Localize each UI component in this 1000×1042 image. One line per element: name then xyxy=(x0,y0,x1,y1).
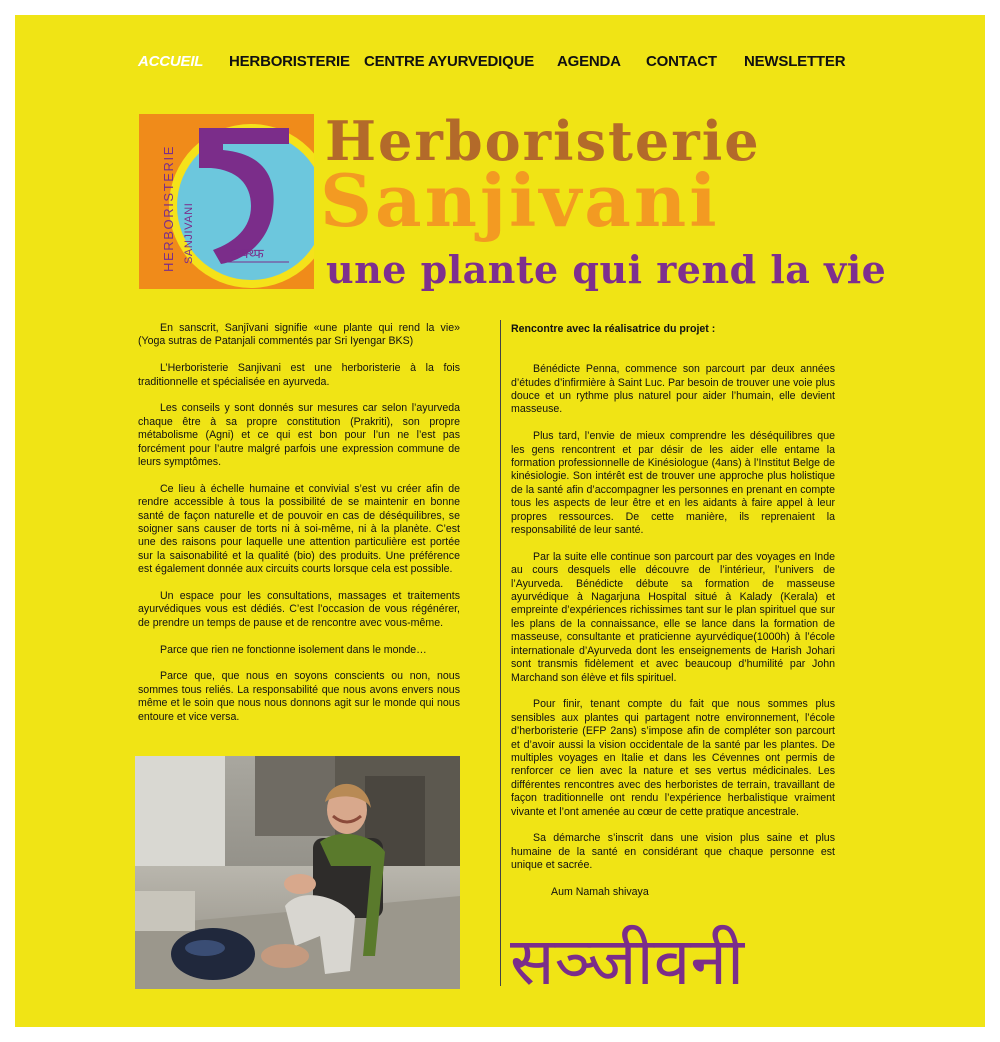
left-paragraph: Parce que, que nous en soyons conscients ou non, nous sommes tous reliés. La responsabilité que nous avons envers nous même et le soin que nous nous donnons agit sur le monde qui nous entoure et vice versa. xyxy=(138,670,460,723)
right-column xyxy=(511,323,835,899)
logo-script-text: ब्थ्फ्थ्फ xyxy=(231,247,264,262)
right-paragraph: Pour finir, tenant compte du fait que nous sommes plus sensibles aux plantes qui partagent notre environnement, l’école d’herboristerie (EFP 2ans) s’impose afin de compléter son parcourt et d’avoir aussi la vision occidentale de la santé par les plantes. De multiples voyages en Italie et dans les Cévennes ont permis de renforcer ce lien avec la nature et ses vertus médicinales. Les différentes rencontres avec des herboristes de terrain, travaillant de façon traditionnelle ont rendu l’expérience herbalistique vraiment vivante et l’ont amenée au cœur de cette pratique ancestrale. xyxy=(511,698,835,818)
column-divider xyxy=(500,320,501,986)
right-paragraph: Sa démarche s’inscrit dans une vision plus saine et plus humaine de la santé en considérant que chaque personne est unique et sacrée. xyxy=(511,832,835,872)
nav-item-centre-ayurvedique[interactable]: CENTRE AYURVEDIQUE xyxy=(364,53,535,70)
nav-item-contact[interactable]: CONTACT xyxy=(646,53,717,70)
right-paragraph: Bénédicte Penna, commence son parcourt par deux années d’études d’infirmière à Saint Luc. Par besoin de trouver une voie plus douce et un rythme plus naturel pour aider l’humain, elle devient masseuse. xyxy=(511,363,835,416)
title-sanjivani: Sanjivani xyxy=(320,158,720,243)
logo-graphic xyxy=(139,114,314,289)
left-paragraph: Ce lieu à échelle humaine et convivial s’est vu créer afin de rendre accessible à tous la possibilité de se maintenir en bonne santé de façon naturelle et de pouvoir en cas de déséquilibres, se soigner sans causer de torts ni à soi-même, ni à la planète. C’est une des raisons pour laquelle une attention particulière est portée sur la saisonabilité et la qualité (bio) des produits. Une préférence est également donnée aux circuits courts lorsque cela est possible. xyxy=(138,482,460,576)
left-paragraph: Parce que rien ne fonctionne isolement dans le monde… xyxy=(160,643,427,656)
right-paragraph: Par la suite elle continue son parcourt par des voyages en Inde au cours desquels elle découvre de l’intérieur, l’univers de l’Ayurveda. Bénédicte débute sa formation de masseuse ayurvédique à Nagarjuna Hospital situé à Kalady (Kerala) et empreinte d’expériences richissimes tant sur le plan spirituel que sur les plans de la connaissance, elle se lance dans la formation de masseuse, consultante et praticienne ayurvédique(1000h) à l’école internationale d’Ayurveda dont les enseignements de Harish Johari sont transmis fidèlement et avec beaucoup d’humilité par John Marchand son élève et fils spirituel. xyxy=(511,550,835,684)
left-paragraph: Les conseils y sont donnés sur mesures car selon l’ayurveda chaque être à sa propre constitution (Prakriti), son propre métabolisme (Agni) et ce qui est bon pour l’un ne l’est pas forcément pour l’autre malgré parfois une expression commune de leurs symptômes. xyxy=(138,402,460,469)
left-paragraph: En sanscrit, Sanjîvani signifie «une plante qui rend la vie» (Yoga sutras de Patanjali commentés par Sri Iyengar BKS) xyxy=(138,322,460,348)
nav-item-herboristerie[interactable]: HERBORISTERIE xyxy=(229,53,350,70)
devanagari-sanjivani: सञ्जीवनी xyxy=(510,923,745,1000)
title-herboristerie: Herboristerie xyxy=(325,109,761,173)
left-paragraph: L’Herboristerie Sanjivani est une herboristerie à la fois traditionnelle et spécialisée en ayurveda. xyxy=(138,362,460,388)
right-column-heading: Rencontre avec la réalisatrice du projet : xyxy=(511,323,716,335)
photo-illustration xyxy=(135,756,460,989)
logo xyxy=(139,114,314,289)
logo-vertical-text-2: SANJIVANI xyxy=(183,202,195,264)
portrait-photo xyxy=(135,756,460,989)
subtitle: une plante qui rend la vie xyxy=(326,247,887,292)
logo-vertical-text-1: HERBORISTERIE xyxy=(161,145,176,272)
right-paragraph: Plus tard, l’envie de mieux comprendre les déséquilibres que les gens rencontrent et par désir de les aider elle entame la formation professionnelle de Kinésiologue (4ans) à l’Institut Belge de kinésiologie. Son intérêt est de trouver une approche plus holistique de la santé afin d’accompagner les personnes en prenant en compte tous les aspects de leur être et en les aidants à faire appel à leur propres ressources. De cette manière, ils reprenaient la responsabilité de leur santé. xyxy=(511,430,835,537)
signature: Aum Namah shivaya xyxy=(551,885,649,898)
left-column xyxy=(138,322,460,737)
page-canvas xyxy=(15,15,985,1027)
nav-item-accueil[interactable]: ACCUEIL xyxy=(138,53,204,70)
nav-item-agenda[interactable]: AGENDA xyxy=(557,53,621,70)
left-paragraph: Un espace pour les consultations, massages et traitements ayurvédiques vous est dédiés. C’est l’occasion de vous régénérer, de prendre un temps de pause et de rencontre avec vous-même. xyxy=(138,590,460,629)
nav-item-newsletter[interactable]: NEWSLETTER xyxy=(744,53,846,70)
